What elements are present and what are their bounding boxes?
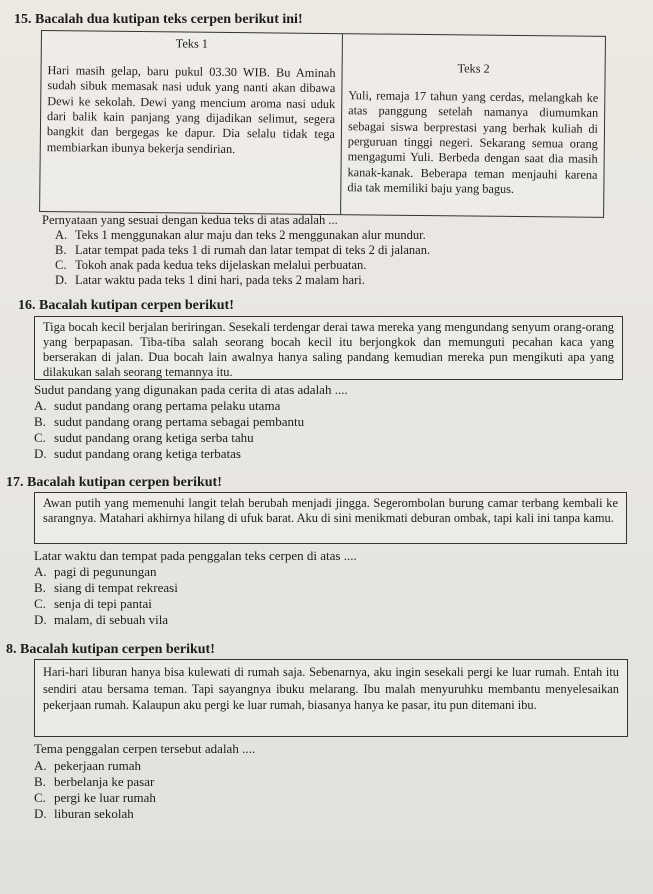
q15-text1-body: Hari masih gelap, baru pukul 03.30 WIB. Bu Aminah sudah sibuk memasak nasi uduk yang nanti akan dibawa Dewi ke sekolah. Dewi yang mencium aroma nasi uduk dari balik kain panjang yang dijadikan selimut, segera bangkit dan bergegas ke dapur. Dia selalu tidak tega membiarkan ibunya bekerja sendirian. (46, 62, 336, 156)
q15-text2-body: Yuli, remaja 17 tahun yang cerdas, melangkah ke atas panggung setelah namanya diumumkan sebagai siswa berprestasi yang berhak kuliah di perguruan tinggi negeri. Sekarang semua orang mengagumi Yuli. Berbeda dengan saat dia masih kanak-kanak. Beberapa teman menjauhi karena dia tak memiliki baju yang bagus. (347, 87, 599, 197)
q15-option-a[interactable]: A. Teks 1 menggunakan alur maju dan teks 2 menggunakan alur mundur. (55, 228, 426, 242)
q18-passage-box (34, 659, 628, 737)
q16-option-a[interactable]: A. sudut pandang orang pertama pelaku utama (34, 398, 281, 413)
q18-option-c[interactable]: C. pergi ke luar rumah (34, 790, 156, 805)
q18-option-d[interactable]: D. liburan sekolah (34, 806, 134, 821)
q18-options (34, 758, 156, 822)
q18-option-b[interactable]: B. berbelanja ke pasar (34, 774, 155, 789)
q15-text1-title: Teks 1 (175, 36, 209, 51)
q17-passage: Awan putih yang memenuhi langit telah berubah menjadi jingga. Segerombolan burung camar terbang kembali ke sarangnya. Matahari akhirnya hilang di ufuk barat. Aku di sini menikmati deburan ombak, tapi kali ini tanpa kamu. (43, 496, 618, 525)
q18-title: 8. Bacalah kutipan cerpen berikut! (6, 642, 215, 657)
q15-stem: Pernyataan yang sesuai dengan kedua teks di atas adalah ... (42, 213, 338, 227)
q18-stem: Tema penggalan cerpen tersebut adalah .... (34, 741, 256, 756)
q15-title: 15. Bacalah dua kutipan teks cerpen berikut ini! (14, 12, 303, 27)
q15-option-b[interactable]: B. Latar tempat pada teks 1 di rumah dan latar tempat di teks 2 di jalanan. (55, 243, 431, 257)
q15-option-c[interactable]: C. Tokoh anak pada kedua teks dijelaskan melalui perbuatan. (55, 258, 367, 272)
q15-text1 (40, 31, 342, 214)
q18-passage: Hari-hari liburan hanya bisa kulewati di rumah saja. Sebenarnya, aku ingin sesekali pergi ke luar rumah. Entah itu sendiri atau bersama teman. Tapi sayangnya ibuku melarang. Ibu malah menyuruhku membantu menyelesaikan pekerjaan rumah. Kalaupun aku pergi ke luar rumah, biasanya hanya ke pasar, itu pun ditemani ibu. (43, 665, 619, 712)
q17-option-d[interactable]: D. malam, di sebuah vila (34, 612, 169, 627)
q15-excerpts-box (39, 30, 606, 218)
q15-text2-title: Teks 2 (457, 61, 490, 76)
q16-stem: Sudut pandang yang digunakan pada cerita di atas adalah .... (34, 382, 348, 397)
q16-options (34, 398, 304, 462)
q16-option-d[interactable]: D. sudut pandang orang ketiga terbatas (34, 446, 241, 461)
q17-option-a[interactable]: A. pagi di pegunungan (34, 564, 157, 579)
q16-title: 16. Bacalah kutipan cerpen berikut! (18, 298, 234, 313)
q15-text2 (340, 34, 605, 217)
q16-passage-box (34, 316, 623, 380)
q16-option-b[interactable]: B. sudut pandang orang pertama sebagai pembantu (34, 414, 305, 429)
q17-title: 17. Bacalah kutipan cerpen berikut! (6, 475, 222, 490)
q17-passage-box (34, 492, 627, 544)
q18-option-a[interactable]: A. pekerjaan rumah (34, 758, 141, 773)
q17-stem: Latar waktu dan tempat pada penggalan teks cerpen di atas .... (34, 548, 357, 563)
q16-option-c[interactable]: C. sudut pandang orang ketiga serba tahu (34, 430, 254, 445)
q15-option-d[interactable]: D. Latar waktu pada teks 1 dini hari, pada teks 2 malam hari. (55, 273, 365, 287)
q16-passage: Tiga bocah kecil berjalan beriringan. Sesekali terdengar derai tawa mereka yang mengundang senyum orang-orang yang berpapasan. Tiba-tiba salah seorang bocah kecil itu berjongkok dan memunguti pecahan kaca yang berserakan di jalan. Dua bocah lain awalnya hanya saling pandang kemudian mereka pun mengikuti apa yang dilakukan salah seorang temannya itu. (43, 320, 614, 379)
q17-option-b[interactable]: B. siang di tempat rekreasi (34, 580, 178, 595)
q17-option-c[interactable]: C. senja di tepi pantai (34, 596, 152, 611)
q17-options (34, 564, 178, 628)
q15-options (55, 228, 430, 288)
